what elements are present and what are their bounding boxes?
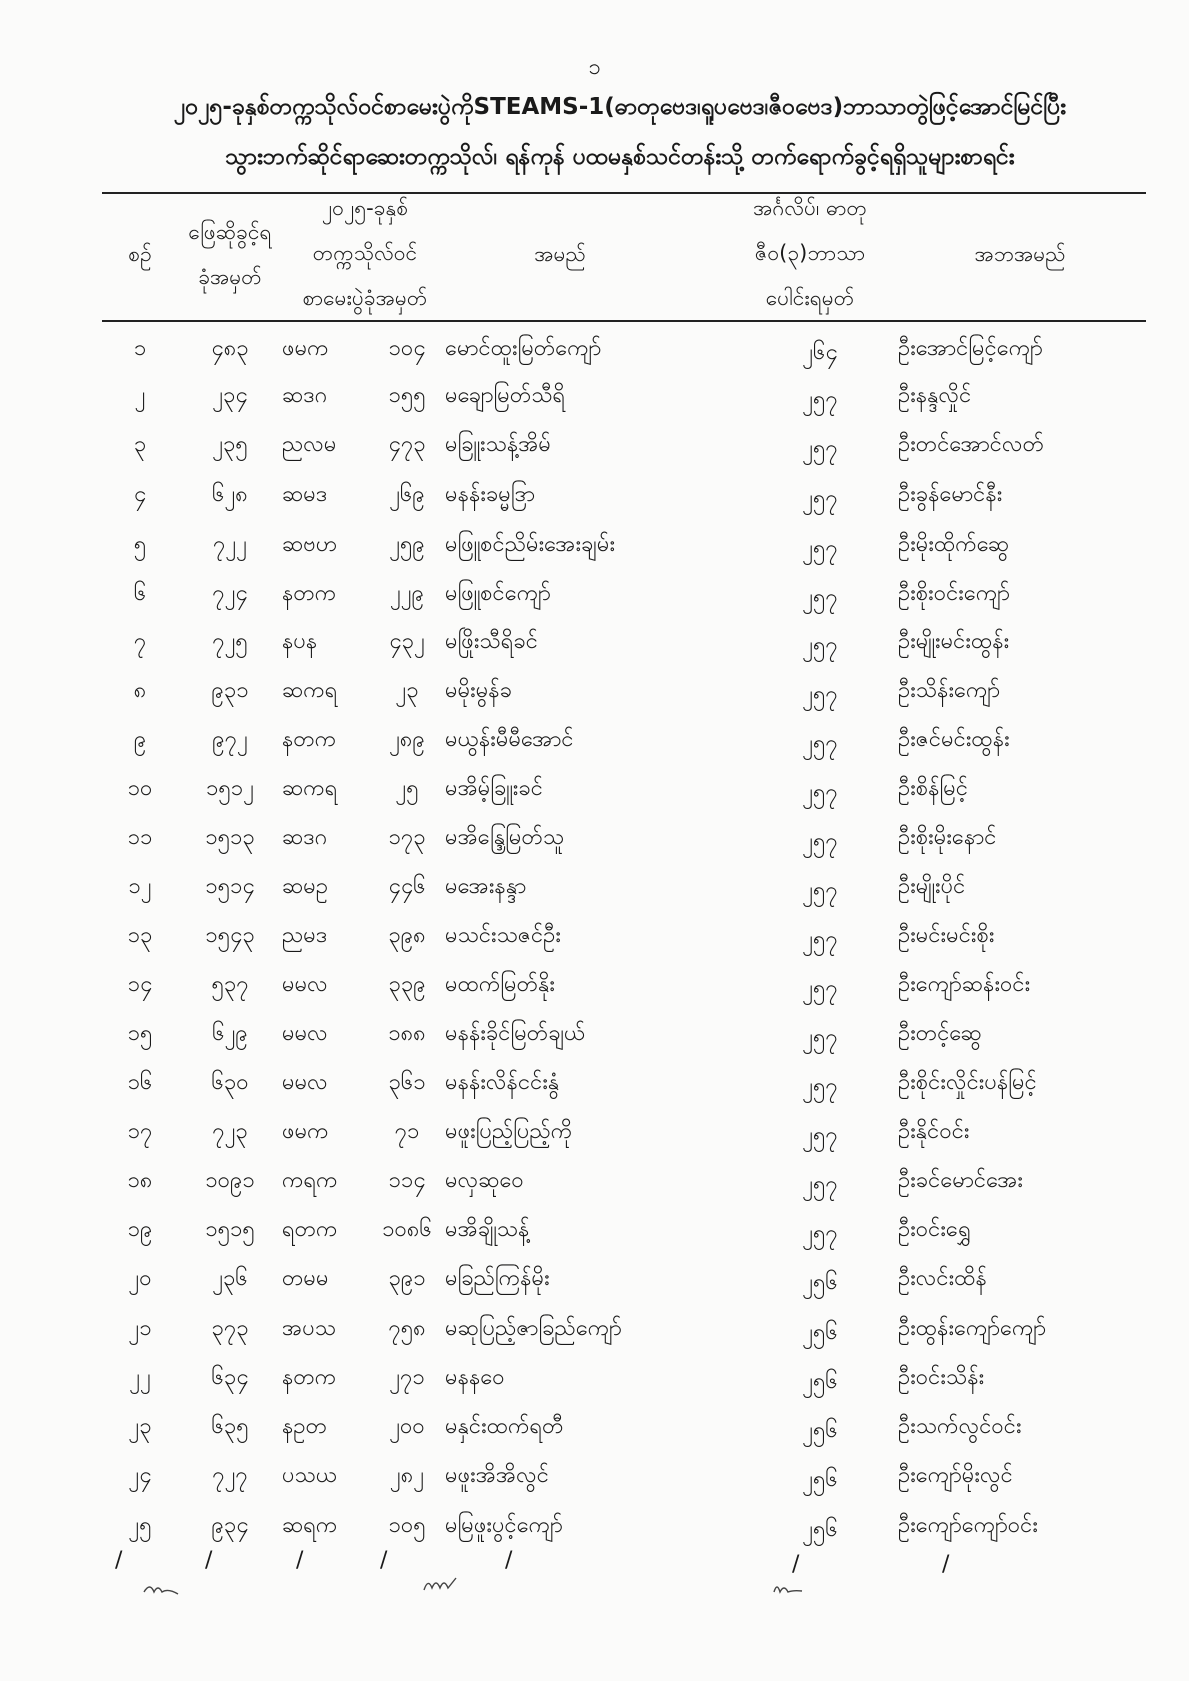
application-number-cell: ၂၃၄ bbox=[212, 383, 248, 408]
father-name-cell: ဦးခင်မောင်အေး bbox=[898, 1168, 1023, 1193]
row-number-cell: ၈ bbox=[133, 678, 147, 703]
table-row bbox=[0, 1067, 1189, 1115]
page-number: ၁ bbox=[588, 55, 601, 80]
exam-seat-code-cell: ဖမက bbox=[282, 336, 329, 361]
exam-seat-code-cell: ညလမ bbox=[282, 432, 337, 457]
table-row bbox=[0, 1018, 1189, 1066]
application-number-cell: ၁၅၁၅ bbox=[205, 1217, 255, 1242]
father-name-cell: ဦးကျော်ဆန်းဝင်း bbox=[898, 972, 1031, 997]
header-score bbox=[700, 186, 920, 321]
score-cell: ၂၅၆ bbox=[802, 1467, 838, 1492]
row-number-cell: ၂၄ bbox=[128, 1463, 152, 1488]
row-number-cell: ၁၆ bbox=[127, 1070, 153, 1095]
table-row bbox=[0, 1263, 1189, 1311]
header-exam-line1: ၂၀၂၅-ခုနှစ် bbox=[321, 196, 409, 220]
row-number-cell: ၂၂ bbox=[129, 1365, 151, 1390]
exam-seat-number-cell: ၃၃၉ bbox=[388, 972, 426, 997]
score-cell: ၂၅၇ bbox=[802, 1172, 838, 1197]
score-cell: ၂၅၆ bbox=[802, 1270, 838, 1295]
student-name-cell: မခြည်ကြန်မိုး bbox=[445, 1266, 550, 1291]
score-cell: ၂၅၇ bbox=[802, 486, 838, 511]
exam-seat-code-cell: ဖမက bbox=[282, 1119, 329, 1144]
row-number-cell: ၁၀ bbox=[127, 776, 153, 801]
exam-seat-number-cell: ၂၆၉ bbox=[389, 482, 425, 507]
exam-seat-code-cell: ပသယ bbox=[282, 1463, 338, 1488]
student-name-cell: မောင်ထူးမြတ်ကျော် bbox=[445, 336, 602, 361]
exam-seat-number-cell: ၁၀၅ bbox=[388, 1513, 426, 1538]
exam-seat-number-cell: ၂၃ bbox=[395, 678, 419, 703]
application-number-cell: ၁၅၄၃ bbox=[205, 923, 255, 948]
score-cell: ၂၅၆ bbox=[802, 1418, 838, 1443]
father-name-cell: ဦးဝင်းသိန်း bbox=[898, 1365, 985, 1390]
exam-seat-code-cell: မမလ bbox=[282, 972, 328, 997]
row-number-cell: ၁၇ bbox=[127, 1119, 153, 1144]
header-father: အဘအမည် bbox=[974, 242, 1066, 266]
row-number-cell: ၇ bbox=[133, 629, 147, 654]
exam-seat-number-cell: ၂၅၉ bbox=[389, 532, 425, 557]
score-cell: ၂၅၇ bbox=[802, 682, 838, 707]
student-name-cell: မအိချိုသန့် bbox=[445, 1217, 530, 1242]
application-number-cell: ၃၇၃ bbox=[211, 1316, 249, 1341]
exam-seat-number-cell: ၄၃၂ bbox=[389, 629, 425, 654]
table-row bbox=[0, 773, 1189, 821]
header-name: အမည် bbox=[534, 242, 586, 266]
table-row bbox=[0, 969, 1189, 1017]
handwritten-initial-mark bbox=[140, 1572, 200, 1602]
exam-seat-number-cell: ၁၁၄ bbox=[388, 1168, 426, 1193]
exam-seat-code-cell: ညမဒ bbox=[282, 923, 328, 948]
application-number-cell: ၄၈၃ bbox=[211, 336, 249, 361]
score-cell: ၂၅၇ bbox=[802, 731, 838, 756]
score-cell: ၂၅၇ bbox=[802, 1123, 838, 1148]
row-number-cell: ၁၃ bbox=[127, 923, 153, 948]
row-number-cell: ၂ bbox=[134, 383, 146, 408]
exam-seat-code-cell: ဆကရ bbox=[282, 678, 338, 703]
table-row bbox=[0, 626, 1189, 674]
student-name-cell: မဖူးပြည့်ပြည့်ကို bbox=[445, 1119, 573, 1144]
exam-seat-code-cell: နတက bbox=[282, 581, 337, 606]
student-name-cell: မမြဖူးပွင့်ကျော် bbox=[445, 1513, 563, 1538]
row-number-cell: ၁ bbox=[133, 336, 147, 361]
application-number-cell: ၇၂၇ bbox=[212, 1463, 248, 1488]
score-cell: ၂၅၆ bbox=[802, 1517, 838, 1542]
header-exam-line2: တက္ကသိုလ်ဝင် bbox=[312, 241, 418, 265]
father-name-cell: ဦးဇင်မင်းထွန်း bbox=[898, 727, 1010, 752]
application-number-cell: ၇၂၅ bbox=[212, 629, 248, 654]
row-number-cell: ၃ bbox=[133, 432, 147, 457]
table-row bbox=[0, 333, 1189, 381]
handwritten-initial-mark bbox=[420, 1568, 480, 1598]
end-mark: / bbox=[942, 1552, 950, 1577]
student-name-cell: မခြူးသန့်အိမ် bbox=[445, 432, 551, 457]
father-name-cell: ဦးမိုးထိုက်ဆွေ bbox=[898, 532, 1010, 557]
score-cell: ၂၅၇ bbox=[802, 1221, 838, 1246]
father-name-cell: ဦးတင့်ဆွေ bbox=[898, 1021, 982, 1046]
father-name-cell: ဦးကျော်ကျော်ဝင်း bbox=[898, 1513, 1038, 1538]
score-cell: ၂၅၇ bbox=[802, 976, 838, 1001]
score-cell: ၂၅၇ bbox=[802, 585, 838, 610]
application-number-cell: ၆၂၉ bbox=[212, 1021, 248, 1046]
exam-seat-code-cell: မမလ bbox=[282, 1070, 328, 1095]
father-name-cell: ဦးနိုင်ဝင်း bbox=[898, 1119, 970, 1144]
document-title bbox=[100, 82, 1140, 182]
end-mark: / bbox=[205, 1548, 213, 1573]
table-row bbox=[0, 1214, 1189, 1262]
student-name-cell: မအိန္ဒြေမြတ်သူ bbox=[445, 825, 565, 850]
exam-seat-number-cell: ၄၄၆ bbox=[388, 874, 426, 899]
exam-seat-number-cell: ၂၂၉ bbox=[390, 581, 424, 606]
exam-seat-code-cell: ကရက bbox=[282, 1168, 338, 1193]
student-name-cell: မလှဆုဝေ bbox=[445, 1168, 524, 1193]
header-application-line2: ခုံအမှတ် bbox=[198, 265, 262, 289]
exam-seat-code-cell: နဥတ bbox=[282, 1414, 328, 1439]
exam-seat-code-cell: ဆရက bbox=[282, 1513, 338, 1538]
application-number-cell: ၁၅၁၃ bbox=[205, 825, 255, 850]
student-name-cell: မဖြူစင်ညိမ်းအေးချမ်း bbox=[445, 532, 616, 557]
father-name-cell: ဦးဝင်းရွှေ bbox=[898, 1217, 971, 1242]
application-number-cell: ၇၂၄ bbox=[212, 581, 248, 606]
exam-seat-number-cell: ၃၉၁ bbox=[388, 1266, 426, 1291]
exam-seat-number-cell: ၇၁ bbox=[394, 1119, 420, 1144]
student-name-cell: မနန်းခိုင်မြတ်ချယ် bbox=[445, 1021, 586, 1046]
application-number-cell: ၂၃၅ bbox=[212, 432, 248, 457]
table-row bbox=[0, 578, 1189, 626]
father-name-cell: ဦးနန္ဒလှိုင် bbox=[898, 383, 972, 408]
score-cell: ၂၅၇ bbox=[802, 387, 838, 412]
father-name-cell: ဦးမင်းမင်းစိုး bbox=[898, 923, 995, 948]
father-name-cell: ဦးသိန်းကျော် bbox=[898, 678, 1001, 703]
father-name-cell: ဦးတင်အောင်လတ် bbox=[898, 432, 1044, 457]
table-row bbox=[0, 1116, 1189, 1164]
exam-seat-number-cell: ၄၇၃ bbox=[388, 432, 426, 457]
end-mark: / bbox=[296, 1548, 304, 1573]
application-number-cell: ၁၅၁၄ bbox=[205, 874, 255, 899]
row-number-cell: ၆ bbox=[133, 581, 147, 606]
score-cell: ၂၅၇ bbox=[802, 878, 838, 903]
table-row bbox=[0, 1460, 1189, 1508]
table-row bbox=[0, 1411, 1189, 1459]
end-mark: / bbox=[792, 1552, 800, 1577]
student-name-cell: မဆုပြည့်ဇာခြည်ကျော် bbox=[445, 1316, 622, 1341]
student-name-cell: မဖြူစင်ကျော် bbox=[445, 581, 551, 606]
table-row bbox=[0, 529, 1189, 577]
row-number-cell: ၉ bbox=[133, 727, 147, 752]
application-number-cell: ၆၃၀ bbox=[211, 1070, 249, 1095]
table-header-rule bbox=[102, 320, 1146, 322]
row-number-cell: ၂၀ bbox=[128, 1266, 152, 1291]
application-number-cell: ၁၀၉၁ bbox=[205, 1168, 255, 1193]
header-exam-line3: စာမေးပွဲခုံအမှတ် bbox=[302, 286, 428, 310]
row-number-cell: ၁၁ bbox=[127, 825, 153, 850]
row-number-cell: ၅ bbox=[133, 532, 147, 557]
student-name-cell: မအိမ့်ခြူးခင် bbox=[445, 776, 543, 801]
exam-seat-number-cell: ၁၇၃ bbox=[388, 825, 426, 850]
handwritten-initial-mark bbox=[770, 1576, 820, 1600]
exam-seat-code-cell: မမလ bbox=[282, 1021, 328, 1046]
table-row bbox=[0, 871, 1189, 919]
student-name-cell: မနန်းခမ္မဒြာ bbox=[445, 482, 536, 507]
score-cell: ၂၅၇ bbox=[802, 536, 838, 561]
exam-seat-number-cell: ၂၅ bbox=[395, 776, 419, 801]
student-name-cell: မနန်းလိန်ငင်းနွံ bbox=[445, 1070, 560, 1095]
title-line-2: သွားဘက်ဆိုင်ရာဆေးတက္ကသိုလ်၊ ရန်ကုန် ပထမနှစ်သင်တန်းသို့ တက်ရောက်ခွင့်ရရှိသူများစာရင်း bbox=[225, 144, 1015, 170]
header-score-line3: ပေါင်းရမှတ် bbox=[765, 286, 855, 310]
exam-seat-code-cell: နတက bbox=[282, 1365, 337, 1390]
exam-seat-number-cell: ၃၉၈ bbox=[388, 923, 426, 948]
exam-seat-code-cell: ဆဒဂ bbox=[282, 825, 328, 850]
student-name-cell: မအေးနန္ဒာ bbox=[445, 874, 527, 899]
exam-seat-code-cell: အပသ bbox=[282, 1316, 337, 1341]
father-name-cell: ဦးစိန်မြင့် bbox=[898, 776, 969, 801]
header-score-line2: ဇီဝ(၃)ဘာသာ bbox=[754, 241, 866, 265]
exam-seat-number-cell: ၁၅၅ bbox=[388, 383, 426, 408]
exam-seat-number-cell: ၂၇၁ bbox=[389, 1365, 425, 1390]
table-row bbox=[0, 675, 1189, 723]
score-cell: ၂၅၇ bbox=[802, 927, 838, 952]
exam-seat-code-cell: နပန bbox=[282, 629, 318, 654]
table-row bbox=[0, 380, 1189, 428]
header-no: စဉ် bbox=[128, 242, 152, 266]
exam-seat-number-cell: ၂၀၀ bbox=[389, 1414, 425, 1439]
exam-seat-code-cell: ဆမဥ bbox=[282, 874, 329, 899]
exam-seat-number-cell: ၃၆၁ bbox=[388, 1070, 426, 1095]
father-name-cell: ဦးစိုးဝင်းကျော် bbox=[898, 581, 1010, 606]
student-name-cell: မထက်မြတ်နိုး bbox=[445, 972, 555, 997]
exam-seat-code-cell: ဆဒဂ bbox=[282, 383, 328, 408]
father-name-cell: ဦးကျော်မိုးလွင် bbox=[898, 1463, 1013, 1488]
table-row bbox=[0, 479, 1189, 527]
father-name-cell: ဦးစိုးမိုးနောင် bbox=[898, 825, 997, 850]
exam-seat-code-cell: ရတက bbox=[282, 1217, 338, 1242]
header-exam-seat bbox=[270, 186, 460, 321]
exam-seat-number-cell: ၂၈၂ bbox=[389, 1463, 425, 1488]
end-mark: / bbox=[115, 1548, 123, 1573]
application-number-cell: ၂၃၆ bbox=[212, 1266, 248, 1291]
application-number-cell: ၁၅၁၂ bbox=[206, 776, 254, 801]
row-number-cell: ၁၈ bbox=[127, 1168, 153, 1193]
score-cell: ၂၅၇ bbox=[802, 1074, 838, 1099]
row-number-cell: ၂၃ bbox=[128, 1414, 152, 1439]
student-name-cell: မနနဝေ bbox=[445, 1365, 505, 1390]
exam-seat-code-cell: နတက bbox=[282, 727, 337, 752]
row-number-cell: ၂၁ bbox=[128, 1316, 152, 1341]
row-number-cell: ၁၅ bbox=[127, 1021, 153, 1046]
score-cell: ၂၅၆ bbox=[802, 1320, 838, 1345]
score-cell: ၂၅၆ bbox=[802, 1369, 838, 1394]
score-cell: ၂၅၇ bbox=[802, 780, 838, 805]
row-number-cell: ၁၉ bbox=[127, 1217, 153, 1242]
row-number-cell: ၁၄ bbox=[127, 972, 153, 997]
application-number-cell: ၆၂၈ bbox=[212, 482, 248, 507]
score-cell: ၂၆၄ bbox=[802, 340, 838, 365]
title-line-1: ၂၀၂၅-ခုနှစ်တက္ကသိုလ်ဝင်စာမေးပွဲကိုSTEAMS-1(ဓာတုဗေဒ၊ရူပဗေဒ၊ဇီဝဗေဒ)ဘာသာတွဲဖြင့်အောင်မြင်ပြီး bbox=[173, 94, 1067, 120]
row-number-cell: ၂၅ bbox=[128, 1513, 152, 1538]
application-number-cell: ၇၂၂ bbox=[213, 532, 247, 557]
end-mark: / bbox=[380, 1548, 388, 1573]
header-score-line1: အင်္ဂလိပ်၊ ဓာတု bbox=[753, 196, 867, 220]
exam-seat-code-cell: ဆကရ bbox=[282, 776, 338, 801]
student-name-cell: မဖြိုးသီရိခင် bbox=[445, 629, 538, 654]
exam-seat-number-cell: ၁၈၈ bbox=[388, 1021, 426, 1046]
father-name-cell: ဦးခွန်မောင်နီး bbox=[898, 482, 1003, 507]
application-number-cell: ၇၂၃ bbox=[212, 1119, 248, 1144]
application-number-cell: ၉၃၄ bbox=[211, 1513, 249, 1538]
exam-seat-number-cell: ၇၅၈ bbox=[388, 1316, 426, 1341]
father-name-cell: ဦးထွန်းကျော်ကျော် bbox=[898, 1316, 1047, 1341]
score-cell: ၂၅၇ bbox=[802, 633, 838, 658]
father-name-cell: ဦးအောင်မြင့်ကျော် bbox=[898, 336, 1043, 361]
exam-seat-code-cell: တမမ bbox=[282, 1266, 329, 1291]
table-row bbox=[0, 724, 1189, 772]
application-number-cell: ၉၃၁ bbox=[211, 678, 249, 703]
student-name-cell: မချောမြတ်သီရိ bbox=[445, 383, 566, 408]
application-number-cell: ၉၇၂ bbox=[212, 727, 248, 752]
score-cell: ၂၅၇ bbox=[802, 1025, 838, 1050]
student-name-cell: မမိုးမွန်ခ bbox=[445, 678, 513, 703]
score-cell: ၂၅၇ bbox=[802, 436, 838, 461]
application-number-cell: ၅၃၇ bbox=[211, 972, 249, 997]
application-number-cell: ၆၃၄ bbox=[211, 1365, 249, 1390]
table-row bbox=[0, 822, 1189, 870]
father-name-cell: ဦးလင်းထိန် bbox=[898, 1266, 987, 1291]
table-top-rule bbox=[102, 192, 1146, 194]
row-number-cell: ၁၂ bbox=[128, 874, 152, 899]
father-name-cell: ဦးသက်လွင်ဝင်း bbox=[898, 1414, 1022, 1439]
father-name-cell: ဦးစိုင်းလှိုင်းပန်မြင့် bbox=[898, 1070, 1037, 1095]
score-cell: ၂၅၇ bbox=[802, 829, 838, 854]
exam-seat-number-cell: ၁၀၄ bbox=[388, 336, 426, 361]
table-row bbox=[0, 1165, 1189, 1213]
application-number-cell: ၆၃၅ bbox=[211, 1414, 249, 1439]
exam-seat-number-cell: ၂၈၉ bbox=[389, 727, 425, 752]
end-mark: / bbox=[505, 1548, 513, 1573]
table-row bbox=[0, 1362, 1189, 1410]
father-name-cell: ဦးမျိုးမင်းထွန်း bbox=[898, 629, 1010, 654]
table-row bbox=[0, 1313, 1189, 1361]
student-name-cell: မနှင်းထက်ရတီ bbox=[445, 1414, 564, 1439]
exam-seat-number-cell: ၁၀၈၆ bbox=[382, 1217, 432, 1242]
exam-seat-code-cell: ဆဗဟ bbox=[282, 532, 338, 557]
header-application-line1: ဖြေဆိုခွင့်ရ bbox=[188, 220, 272, 244]
student-name-cell: မသင်းသဇင်ဦး bbox=[445, 923, 561, 948]
student-name-cell: မယွန်းမီမီအောင် bbox=[445, 727, 574, 752]
father-name-cell: ဦးမျိုးပိုင် bbox=[898, 874, 966, 899]
table-row bbox=[0, 429, 1189, 477]
student-name-cell: မဖူးအိအိလွင် bbox=[445, 1463, 549, 1488]
exam-seat-code-cell: ဆမဒ bbox=[282, 482, 328, 507]
table-row bbox=[0, 1510, 1189, 1558]
table-row bbox=[0, 920, 1189, 968]
row-number-cell: ၄ bbox=[133, 482, 147, 507]
